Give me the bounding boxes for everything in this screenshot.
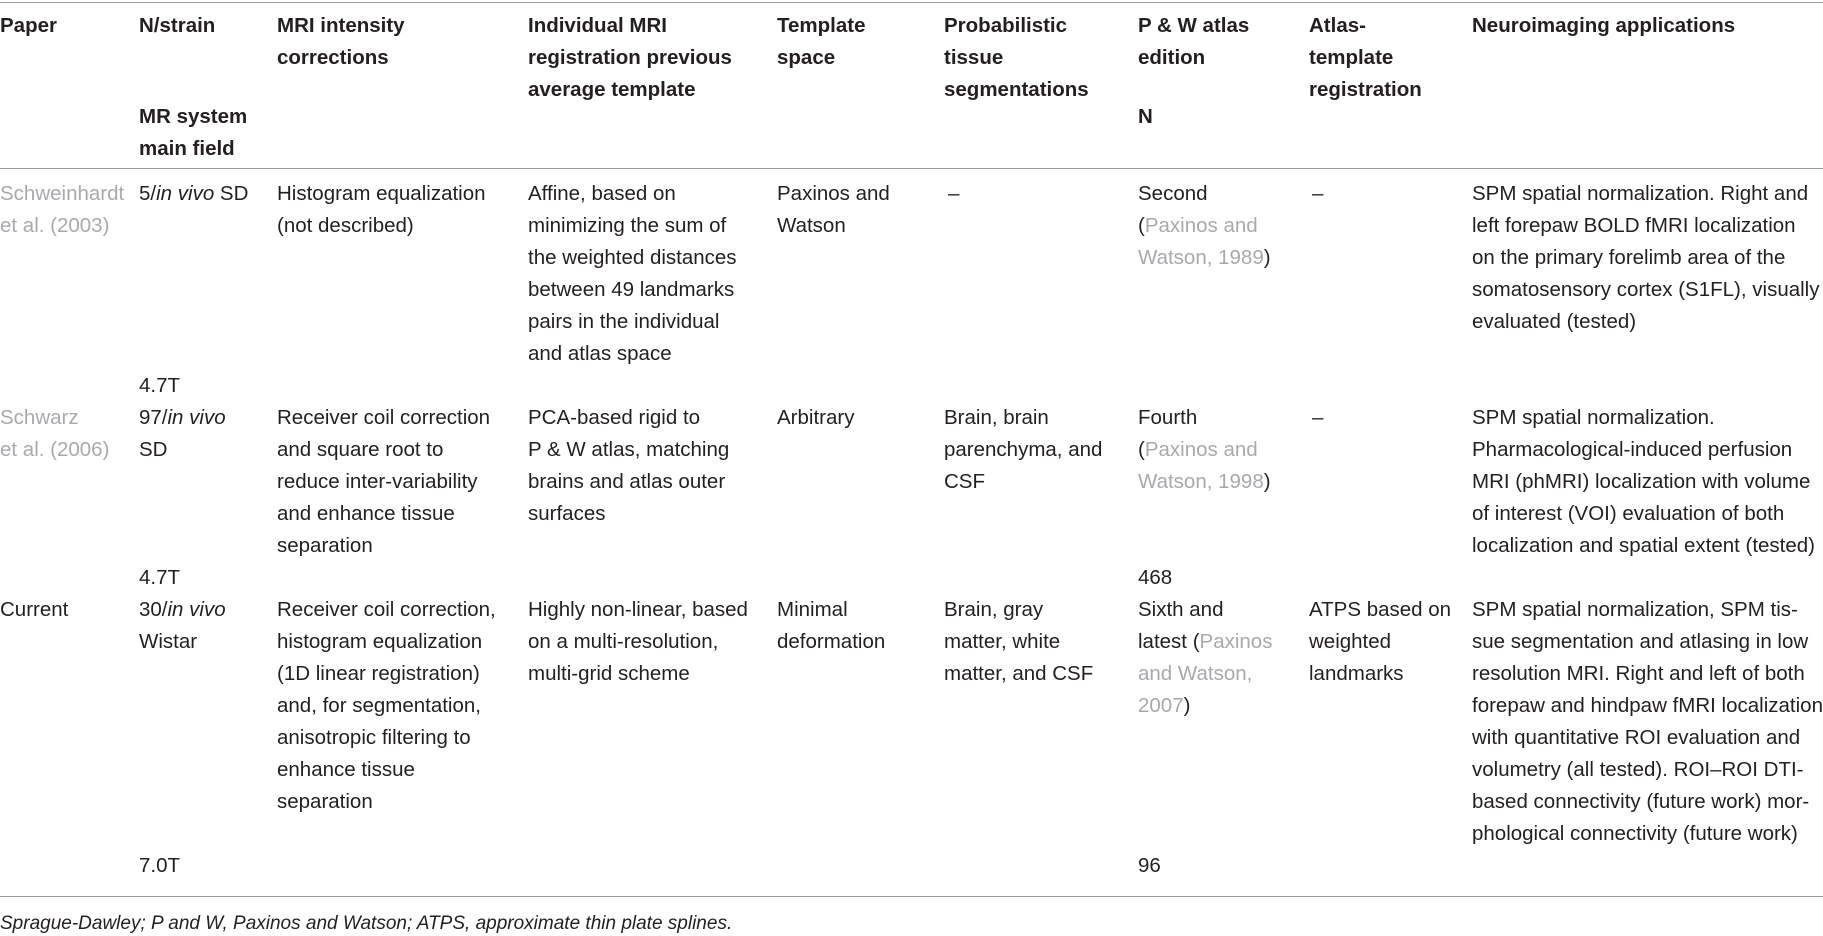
header-atlas-template: Atlas- template registration — [1309, 14, 1422, 101]
row2-intensity: Receiver coil correction and square root to reduce inter-variability and enhance tissue separation — [277, 406, 491, 557]
header-nstrain: N/strain — [139, 14, 216, 37]
table-footnote: Sprague-Dawley; P and W, Paxinos and Watson; ATPS, approximate thin plate splines. — [0, 913, 733, 934]
row2-registration: PCA-based rigid to P & W atlas, matching brains and atlas outer surfaces — [528, 406, 730, 525]
row2-tissue-seg: Brain, brain parenchyma, and CSF — [944, 406, 1103, 493]
bottom-rule — [0, 896, 1823, 897]
row3-paper: Current — [0, 598, 69, 621]
header-tissue-seg: Probabilistic tissue segmentations — [944, 14, 1089, 101]
row1-paper: Schweinhardt et al. (2003) — [0, 182, 125, 237]
header-rule — [0, 168, 1823, 169]
header-paper: Paper — [0, 14, 57, 37]
row3-field: 7.0T — [139, 854, 181, 877]
row1-atlas-ref: Paxinos and — [1144, 214, 1258, 237]
row2-atlas-n: 468 — [1138, 566, 1173, 589]
row2-template-space: Arbitrary — [777, 406, 855, 429]
row3-atlas-n: 96 — [1138, 854, 1161, 877]
row2-applications: SPM spatial normalization. Pharmacological-induced perfusion MRI (phMRI) localization with volume of interest (VOI) evaluation of both localization and spatial extent (tested) — [1472, 406, 1816, 557]
row2-field: 4.7T — [139, 566, 181, 589]
row1-tissue-seg: – — [948, 182, 960, 205]
header-atlas-edition: P & W atlas edition — [1138, 14, 1250, 69]
row1-nstrain: 5/in vivo SD — [139, 182, 249, 205]
row2-atlas-edition: Fourth (Paxinos and Watson, 1998) — [1138, 406, 1271, 493]
row3-atlas-ref: Paxinos — [1199, 630, 1273, 653]
row3-intensity: Receiver coil correction, histogram equalization (1D linear registration) and, for segmentation, anisotropic filtering to enhance tissue separation — [277, 598, 496, 813]
row2-atlas-ref: Paxinos and — [1144, 438, 1258, 461]
row1-intensity: Histogram equalization (not described) — [277, 182, 486, 237]
header-mr-system: MR system main field — [139, 105, 248, 160]
row1-applications: SPM spatial normalization. Right and left forepaw BOLD fMRI localization on the primary forelimb area of the somatosensory cortex (S1FL), visually evaluated (tested) — [1472, 182, 1820, 333]
header-atlas-n: N — [1138, 105, 1153, 128]
row1-atlas-template: – — [1312, 182, 1324, 205]
row2-atlas-template: – — [1312, 406, 1324, 429]
row3-nstrain: 30/in vivo Wistar — [139, 598, 226, 653]
header-registration: Individual MRI registration previous average template — [528, 14, 732, 101]
row3-atlas-template: ATPS based on weighted landmarks — [1309, 598, 1452, 685]
row2-paper: Schwarz et al. (2006) — [0, 406, 110, 461]
row3-applications: SPM spatial normalization, SPM tis- sue segmentation and atlasing in low resolution MRI. Right and left of both forepaw and hindpaw fMRI localization with quantitative ROI evaluation and volumetry (all tested). ROI–ROI DTI- based connectivity (future work) mor- phological connectivity (future work) — [1472, 598, 1823, 845]
top-rule — [0, 2, 1823, 3]
row1-field: 4.7T — [139, 374, 181, 397]
header-mri-intensity: MRI intensity corrections — [277, 14, 405, 69]
row3-registration: Highly non-linear, based on a multi-resolution, multi-grid scheme — [528, 598, 748, 685]
row3-atlas-edition: Sixth and latest (Paxinos and Watson, 2007) — [1138, 598, 1273, 717]
row1-registration: Affine, based on minimizing the sum of the weighted distances between 49 landmarks pairs in the individual and atlas space — [528, 182, 737, 365]
row3-tissue-seg: Brain, gray matter, white matter, and CSF — [944, 598, 1094, 685]
row3-template-space: Minimal deformation — [777, 598, 886, 653]
row2-nstrain: 97/in vivo SD — [139, 406, 226, 461]
row1-atlas-edition: Second (Paxinos and Watson, 1989) — [1138, 182, 1271, 269]
header-template-space: Template space — [777, 14, 866, 69]
row1-template-space: Paxinos and Watson — [777, 182, 890, 237]
header-applications: Neuroimaging applications — [1472, 14, 1736, 37]
